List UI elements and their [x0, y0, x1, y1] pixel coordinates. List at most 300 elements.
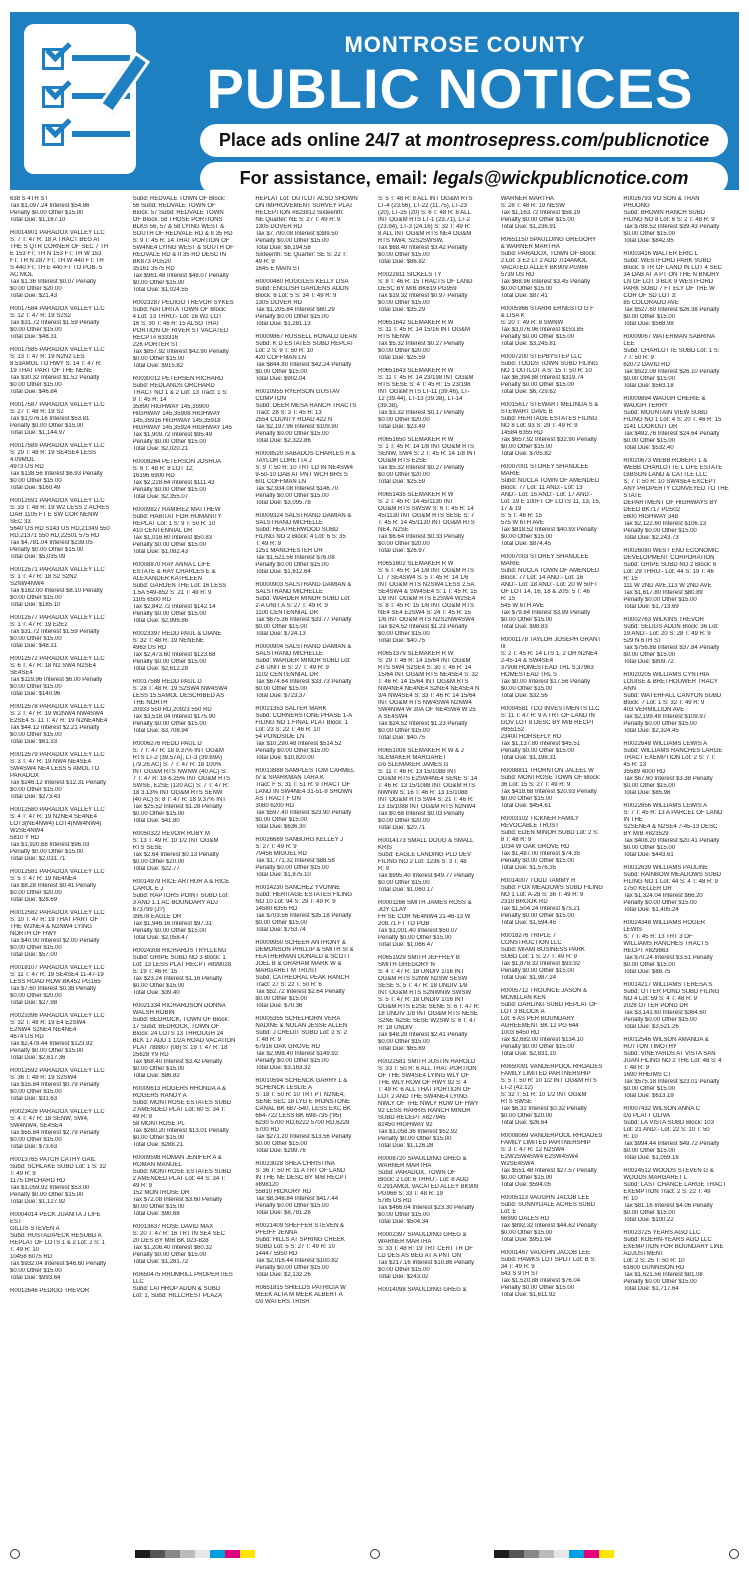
notice-line: 1175 ORCHARD RD: [10, 1178, 66, 1184]
notice-line: Subd: EAGLE LANDING PLD DEV: [378, 852, 472, 858]
notice-line: Tax $6.32 Interest $0.32 Penalty: [500, 1106, 587, 1112]
notice-line: Total Due: $1,126.28: [378, 1143, 434, 1149]
notice-line: Tract: F S: 31 T: 51 R: 9 TRACT OF: [255, 782, 351, 788]
notice-entry: [378, 492, 494, 555]
notice-entry: [501, 196, 617, 231]
notice-line: 2310 BROOK RD: [500, 899, 548, 905]
notice-line: R0012582 PARADOX VALLEY LLC: [10, 910, 105, 916]
notice-line: S: 12 T: 47 R: 19 S2S2: [10, 313, 71, 319]
notice-line: R0006276 REDD PAUL D: [132, 741, 202, 747]
color-swatch: [539, 1550, 554, 1558]
notice-line: Subd: NUCLA TOWN OF AMENDED: [500, 478, 600, 484]
notice-line: E2SE4 S: 11 T: 47 R: 19 N2NE4NE4: [10, 718, 108, 724]
notice-line: Total Due: $48.31: [10, 334, 58, 340]
notice-line: ESTATE & RAY CHARLES E &: [132, 569, 216, 575]
notice-entry: [10, 567, 126, 609]
notice-line: Tax $40.00 Interest $2.00 Penalty: [10, 938, 100, 944]
notice-line: 70456 MIGUEL RD: [255, 851, 307, 857]
notice-line: R0007200 STEPBYSTEP LLC: [500, 354, 582, 360]
notice-line: Subd: HAWKS LOT SPLIT Lot: B S:: [500, 1257, 596, 1263]
notice-line: Total Due: $2,355.07: [132, 494, 189, 500]
notice-line: S: 11 T: 45 R: 14 23/198 INT OG&M: [378, 375, 474, 381]
notice-line: 1100 CENTENNIAL DR: [255, 610, 319, 616]
notice-line: R0023287 PEDIGO TREVOR SYKES: [132, 300, 234, 306]
notice-line: ALEXANDER KATHLEEN: [132, 576, 202, 582]
notice-entry: [255, 279, 371, 328]
notice-line: Lot: 21 AND:- Lot: 22 S: 10 T: 50: [623, 1127, 710, 1133]
notice-line: LOT 3 BLOCK A: [500, 1009, 545, 1015]
notice-line: RTS SESE S: 4 T: 45 R: 15 23/198: [378, 382, 471, 388]
notice-line: MARIE: [500, 471, 520, 477]
notice-line: 1141 LOOKOUT DR: [623, 424, 678, 430]
notice-line: LD DES AS BEG AT A PNT ON: [378, 1253, 462, 1259]
notice-line: S: 8 T: 45 R: 15 1/8 INT OG&M RTS: [378, 603, 475, 609]
notice-line: Tax $260.20 Interest $13.01 Penalty: [132, 1128, 229, 1134]
notice-line: ROMAN MANUEL: [132, 1162, 182, 1168]
notice-line: 111 W 2ND AVE,113 W 2ND AVE: [623, 583, 712, 589]
notice-line: IN THE NE DESC BY M/B RECPT: [255, 1175, 348, 1181]
notice-line: 1105 6500 RD: [132, 597, 171, 603]
notice-line: R0009613 ROGERS RHONDA A &: [132, 1086, 227, 1092]
notice-line: $0.00 Other $20.00: [10, 890, 62, 896]
notice-line: R0020673 WEBB ROBERT L &: [623, 458, 708, 464]
notice-line: OG&M RTS E2SE SENE S: 6 T: 47 R:: [378, 1004, 480, 1010]
notice-line: 67916 OAK GROVE RD: [255, 1044, 321, 1050]
notice-line: S: 3 T: 47 R: 12 N2SW4: [500, 1147, 565, 1153]
notice-line: R0021334 RICHARDSON DONNA: [132, 1003, 226, 1009]
notice-line: 1305 DOVER RD: [255, 224, 303, 230]
notice-line: OG&M RTS E2SE: [378, 458, 427, 464]
color-swatch: [554, 1550, 569, 1558]
notice-entry: [255, 1016, 371, 1072]
notice-line: $0.00 Other $15.00: [623, 314, 676, 320]
notice-line: R0013637 ROSE DAVID MAX: [132, 1224, 214, 1230]
notice-entry: [501, 768, 617, 810]
notice-line: Total Due: $185.10: [10, 602, 61, 608]
notice-line: Total Due: $1,987.24: [500, 975, 557, 981]
notice-line: S2NW4NW4: [10, 581, 45, 587]
notice-line: Total Due: $61.33: [10, 739, 58, 745]
notice-line: RD,21371 550 RD,22501 575 RD: [10, 533, 100, 539]
notice-line: WILLIAMS RANCHES TRACTS: [623, 941, 709, 947]
notice-line: S: 6 T: 45 R: 14 1/8 INT OG&M RTS: [378, 568, 475, 574]
notice-line: Total Due: $993.64: [10, 1275, 61, 1281]
notice-line: SW4NE4 LYING WEST & SOUTH OF: [132, 245, 234, 251]
notice-line: S: 6 T: 48 R: 8 LOT 12;: [132, 466, 194, 472]
notice-line: Total Due: $20.71: [378, 825, 426, 831]
notice-line: $0.00 Other $15.00: [378, 631, 430, 637]
notice-line: NE4, N2SE: [378, 527, 409, 533]
notice-line: Lot: 1, Subd: HILLCREST PLAZA: [132, 1293, 222, 1299]
notice-line: Tax $5.32 Interest $0.27 Penalty: [378, 341, 465, 347]
notice-entry: [501, 1133, 617, 1189]
notice-entry: [10, 230, 126, 300]
notice-line: Tax $1,206.40 Interest $60.32: [132, 1245, 213, 1251]
notice-entry: [378, 196, 494, 266]
notice-line: Tax $408.20 Interest $20.41 Penalty: [623, 838, 720, 844]
notice-line: Penalty $0.00 Other $15.00: [132, 928, 207, 934]
notice-line: Total Due: $40.75: [378, 735, 426, 741]
notice-line: Tax $2,122.60 Interest $106.13: [623, 521, 707, 527]
notice-line: Penalty $0.00 Other $15.00: [623, 721, 697, 727]
notice-line: $0.00 Other $15.00: [378, 1039, 430, 1045]
notice-line: S: 27 T: 48 R: 19 S2: [10, 409, 64, 415]
notice-line: Total Due: $87.41: [500, 293, 548, 299]
notice-line: BLK 17 ADD 1 1/2A ROAD VACATION: [132, 1038, 236, 1044]
notice-line: LESS ROAD ROW BK452 PG165: [10, 979, 101, 985]
notice-line: $0.00 Other $20.00: [378, 818, 430, 824]
notice-line: R0030012 PETERSEN RICHARD: [132, 376, 224, 382]
notice-line: 34 T: 49 R: 9: [500, 1264, 535, 1270]
notice-line: S: 28 T: 48 R: 19 S2SW4 NW4SW4: [132, 686, 228, 692]
notice-line: Lot: E: [500, 1209, 517, 1215]
notice-line: Penalty $0.00 Other $15.00: [255, 1058, 329, 1064]
notice-line: R0023396 PARADOX VALLEY LLC: [10, 1013, 105, 1019]
notice-line: R0012571 PARADOX VALLEY LLC: [10, 567, 105, 573]
header-banner: [10, 12, 739, 190]
notice-entry: [133, 1272, 249, 1300]
notice-entry: [10, 1013, 126, 1062]
notice-entry: [133, 562, 249, 625]
notice-line: Tax $2,998.40 Interest $149.92: [255, 1051, 339, 1057]
notice-line: Tax $2,197.96 Interest $109.90: [255, 424, 339, 430]
notice-line: 226 PORTER ST: [132, 342, 179, 348]
notice-line: 1034 W OAK GROVE RD: [500, 844, 570, 850]
notice-line: R0002763 WILKINS TREVOR: [623, 617, 704, 623]
notice-line: 543 S 9TH ST: [500, 1271, 539, 1277]
notice-entry: [10, 965, 126, 1007]
notice-entry: [501, 354, 617, 396]
notice-entry: [133, 1003, 249, 1080]
notice-line: Total Due: $32.56: [500, 693, 548, 699]
notice-line: 1305 DOVER RD: [255, 300, 303, 306]
notice-line: $0.00 Other $15.00: [623, 376, 676, 382]
notice-line: Total Due: $2,999.86: [132, 618, 189, 624]
notice-entry: [133, 1224, 249, 1266]
notice-line: R0026689 SANBURG KELLEY J: [255, 837, 344, 843]
notice-line: Total Due: $8,194.58: [255, 245, 311, 251]
notice-line: SCHENCK LESLIE A: [255, 1085, 313, 1091]
notice-line: Total Due: $160.49: [10, 485, 61, 491]
notice-line: CANAL BK 687-540, LESS EXC BK: [255, 1106, 351, 1112]
notice-line: Tax $55.84 Interest $2.79 Penalty: [10, 1130, 100, 1136]
notice-line: Total Due: $1,066.47: [378, 942, 434, 948]
notice-line: MARIE: [500, 561, 520, 567]
notice-line: Total Due: $443.61: [623, 852, 674, 858]
notice-line: R0004014 PECK JUANITA J LIFE: [10, 1212, 101, 1218]
notice-line: Total Due: $243.02: [378, 1274, 429, 1280]
notice-line: T: 49 R: 10: [10, 1247, 40, 1253]
notice-line: Tax $1.36 Interest $0.07 Penalty: [10, 279, 97, 285]
notice-line: Tax $1,137.80 Interest $45.51: [500, 741, 581, 747]
notice-line: 1/8 INT OG&M RTS E2SW4 W2SE4: [378, 596, 476, 602]
notice-line: R0012578 PARADOX VALLEY LLC: [10, 704, 105, 710]
notice-line: #898120: [255, 1182, 279, 1188]
notice-line: Total Due: $25.59: [378, 479, 426, 485]
notice-entry: [501, 306, 617, 348]
notice-line: S: 19 T: 46 R: 15: [132, 969, 178, 975]
notice-line: Tax $1,076.16 Interest $53.81: [10, 416, 90, 422]
notice-line: R0009867 RUSSELL RONALD DEAN: [255, 334, 357, 340]
notice-line: Tax $961.48 Interest $48.07 Penalty: [132, 273, 229, 279]
notice-line: FT; TH N 287 FT; TH W 440 FT; TH: [10, 258, 104, 264]
notice-line: SENW, SW4 S: 2 T: 45 R: 14 1/8 INT: [378, 451, 477, 457]
notice-line: T: 46 R: 14 15/64 INT OG&M RTS: [378, 679, 469, 685]
notice-line: R0008069 VANDERPOOL RHOADES: [500, 1133, 603, 1139]
notice-line: R: 15: [623, 576, 638, 582]
notice-line: Tax $1,520.88 Interest $76.04: [500, 1278, 581, 1284]
notice-line: SE4SE4: [10, 670, 33, 676]
notice-line: EST: [10, 1219, 22, 1225]
notice-line: S: 7 T: 47 R: 18 A TRACT BEG AT: [10, 237, 101, 243]
color-swatch: [180, 1550, 195, 1558]
notice-line: 2 Lot: 3 E2 LT 2 ADD .014AMOL: [500, 258, 588, 264]
notice-line: 2 AMENDED PLAT Lot: 44 S: 34 T:: [132, 1176, 226, 1182]
notice-line: S: 7 T: 45 R: 13 TRT 3 OF: [623, 934, 693, 940]
notice-line: REPLAT Lot: OUTLOT ALSO SHOWN: [255, 196, 358, 202]
notice-line: 17 & 19: [500, 506, 522, 512]
notice-line: S: 5 T: 47 R: 19 NE4NE4: [10, 876, 77, 882]
notice-entry: [501, 402, 617, 458]
notice-line: Total Due: $842.95: [623, 238, 674, 244]
notice-line: SUBD Lot: 5 S: 27 T: 49 R: 10: [255, 1244, 335, 1250]
notice-line: 54 PONDSIDE LN: [255, 734, 305, 740]
notice-line: 7 T: 47 R: 18 6.25% INT OG&M RTS: [132, 776, 231, 782]
notice-line: S: 7 T: 45 R: 13 A PARCEL OF LAND: [623, 810, 723, 816]
notice-line: Subd: BEDROCK, TOWN OF Block:: [132, 1017, 230, 1023]
notice-line: R0014098 SPAULDING GREG &: [378, 1287, 467, 1293]
notice-line: W2SE4SW4: [500, 1161, 535, 1167]
notice-line: Total Due: $26.97: [378, 548, 426, 554]
notice-line: 0.291AMOL VACATED ALLEY BK909: [378, 1184, 479, 1190]
notice-line: PHUONG: [623, 203, 650, 209]
notice-entry: [501, 816, 617, 872]
notice-line: R0009827 RAMIREZ MATTHEW: [132, 507, 221, 513]
notice-line: 1.5A 549-852 S: 21 T: 49 R: 9: [132, 590, 212, 596]
notice-line: Total Due: $1,594.45: [500, 920, 557, 926]
notice-line: TRACT EXEMPTION Lot: 2 S: 7 T:: [623, 755, 716, 761]
notice-entry: [133, 459, 249, 501]
notice-line: Total Due: $1,198.31: [500, 755, 557, 761]
notice-line: Tax $1,205.84 Interest $60.29: [255, 307, 335, 313]
notice-line: TRACT NO 1 & 2 Lot: 13 Tract: 1 S:: [132, 390, 228, 396]
notice-line: Tax $844.80 Interest $42.24 Penalty: [255, 362, 352, 368]
notice-line: S: 1 T: 45 R: 14 1/8 INT OG&M RTS: [378, 444, 475, 450]
notice-line: Tax $788.52 Interest $39.43 Penalty: [623, 224, 720, 230]
notice-line: Total Due: $951.94: [500, 1237, 552, 1243]
notice-line: Total Due: $3,245.81: [500, 341, 557, 347]
notice-entry: [133, 879, 249, 942]
notice-line: Tax $2.64 Interest $0.13 Penalty: [132, 852, 219, 858]
notice-entry: [255, 451, 371, 507]
notice-line: Penalty $0.00 Other $15.00: [500, 334, 575, 340]
notice-line: S: 20 T: 49 R: 8 SWNW: [500, 320, 564, 326]
notice-entry: [623, 196, 739, 245]
notice-line: $0.00 Other $15.00: [132, 811, 185, 817]
notice-entry: [133, 741, 249, 825]
notice-line: Subd: NATURITA TOWN OF Block:: [132, 307, 227, 313]
notice-line: S: 32 T: 51 R: 10 1/2 INT OG&M: [500, 1092, 587, 1098]
notice-line: S: 33 T: 50 R: 6 ALL THAT PORTION: [378, 1066, 477, 1072]
notice-line: III: [500, 644, 506, 650]
color-swatch: [195, 1550, 210, 1558]
notice-entry: [133, 1155, 249, 1218]
notice-entry: [378, 368, 494, 431]
notice-line: R0026080 WEST END ECONOMIC: [623, 548, 719, 554]
notice-line: R0001467 VAUGHN JACOB LEE: [500, 1250, 590, 1256]
notice-line: R0017585 PARADOX VALLEY LLC: [10, 347, 105, 353]
notice-line: ANN: [623, 686, 637, 692]
notice-line: 34 DAB AT A PT ON THE N BNDRY: [623, 272, 720, 278]
notice-line: Subd: SCHLAKE SUBD Lot: 1 S: 32: [10, 1164, 107, 1170]
notice-line: Total Due: $568.98: [623, 321, 674, 327]
notice-line: $0.00 Other $15.00: [10, 945, 62, 951]
notice-line: Total Due: $31.63: [10, 1096, 58, 1102]
notice-line: $0.00 Other $20.00: [378, 541, 430, 547]
notice-line: AC MOL: [10, 272, 34, 278]
notice-line: Tax $2,478.44 Interest $123.92: [10, 1041, 93, 1047]
notice-line: Total Due: $21.43: [10, 293, 58, 299]
notice-line: Total Due: $90.68: [132, 1211, 180, 1217]
notice-line: 208.71 FT TO POB: [378, 921, 430, 927]
notice-line: 9-50-10 DAB AT PNT WCH BRS S: [255, 472, 348, 478]
notice-line: R0014007 TODD TAMMY R: [500, 878, 576, 884]
notice-line: SESE S: 5 T: 47 R: 18 UNDIV 1/8: [378, 983, 468, 989]
notice-line: Total Due: $504.34: [378, 1219, 429, 1225]
notice-line: Penalty $0.00 Other $15.00: [255, 748, 329, 754]
notice-line: R0017589 PARADOX VALLEY LLC: [10, 443, 105, 449]
notice-line: (23.94), LT-3 (24.16) S: 32 T: 49 R:: [378, 224, 471, 230]
notice-line: R0050322 REVOIR RUBY M: [132, 831, 210, 837]
notice-line: Total Due: $27.98: [10, 1000, 58, 1006]
notice-line: W2SE4NW4: [10, 828, 44, 834]
notice-line: Tax $1,016.60 Interest $50.83: [132, 535, 213, 541]
notice-line: 35161 3575 RD: [132, 266, 175, 272]
notice-line: RTS LT-2 (39.57A), LT-3 (39.69A): [132, 755, 223, 761]
notice-line: Penalty $0.00 Other $15.00: [255, 238, 329, 244]
notice-line: S: 1 T: 47 R: 18 S2 S2N2: [10, 574, 77, 580]
notice-line: Total Due: $26.64: [500, 1120, 548, 1126]
notice-line: WARNER MARTHA: [378, 1163, 432, 1169]
notice-column: [255, 196, 371, 1542]
notice-line: NE4 SE4 E2SW4 S: 24 T: 45 R: 15: [378, 610, 471, 616]
notice-line: R: 10: [623, 1134, 638, 1140]
notice-line: $0.00 Other $20.00: [378, 472, 430, 478]
notice-line: Total Due: $10,820.00: [255, 755, 315, 761]
notice-line: (39.38),: [378, 403, 399, 409]
notice-line: JUAN FILING NO 2 THE Lot: 48 S: 4: [623, 1058, 722, 1064]
notice-line: Tax $657.92 Interest $32.90 Penalty: [500, 437, 597, 443]
notice-line: 39678 EAGLE DR: [132, 914, 182, 920]
notice-line: NWNW S: 16 T: 46 R: 13 15/1088: [378, 790, 468, 796]
notice-line: 61600 GUNNISON RD: [623, 1265, 685, 1271]
notice-line: Tax $68.96 Interest $3.45 Penalty: [500, 279, 591, 285]
notice-line: Total Due: $1,875.10: [255, 872, 311, 878]
notice-line: Tax $72.08 Interest $3.60 Penalty: [132, 1197, 223, 1203]
notice-line: (40 AC) S: 8 T: 47 R: 18 9.37% INT: [132, 797, 226, 803]
notice-line: Total Due: $22.77: [132, 866, 180, 872]
notice-line: SWSE, E2SE (120 AC) S: 7 T: 47 R:: [132, 783, 229, 789]
notice-line: RECPT #829863: [623, 948, 669, 954]
notice-line: S: 20 T: 47 R: 16 TRT IN SE4 SEC: [132, 1231, 225, 1237]
color-swatch: [509, 1550, 524, 1558]
notice-line: OF LOT 14, 16, 18 & 20S: 5 T: 46: [500, 589, 590, 595]
notice-line: SOUTH OF REDVALE RD & II 35 RD: [132, 231, 233, 237]
notice-line: R0651602 SLEMAKER R W: [378, 561, 454, 567]
notice-entry: [378, 838, 494, 894]
notice-line: Total Due: $1,082.43: [132, 549, 189, 555]
notice-line: R0021409 SHEFFER STEVEN &: [255, 1223, 345, 1229]
notice-line: $0.00 Other $15.00: [10, 636, 62, 642]
notice-line: Tract: 28 S: 3 T: 45 R: 13: [255, 410, 322, 416]
notice-line: FILING NO 2 Lot: 1236 S: 3 T: 48: [378, 859, 467, 865]
notice-line: SALSTRAND MICHELLE: [255, 589, 324, 595]
ad-info-link[interactable]: montrosepress.com/publicnotice: [426, 130, 710, 150]
notice-line: Total Due: $454.61: [500, 803, 552, 809]
notice-line: S: 6 T: 47 R: 18 N2 SW4 N2SE4: [10, 663, 96, 669]
notice-line: S: 27 T: 49 R: 9: [255, 844, 297, 850]
notice-line: 664-722 LESS BK 698-735 ('95): [255, 1113, 342, 1119]
notice-line: R0008811 THORNTON JALEEL W: [500, 768, 594, 774]
notice-line: Tax $7,790.08 Interest $389.50: [255, 231, 339, 237]
notice-line: R0650091 VANDERPOOL RHOADES: [500, 1064, 603, 1070]
notice-line: S: 2 T: 47 R: 19 W2NW4 NW4SW4: [10, 711, 104, 717]
notice-line: Tax $2,842.72 Interest $142.14: [132, 604, 216, 610]
notice-line: AND:- Lot: 15 AND:- Lot: 17 AND:-: [500, 492, 593, 498]
notice-line: Total Due: $299.76: [255, 1148, 306, 1154]
ad-info-pill: [200, 124, 728, 157]
notice-line: Total Due: $723.37: [255, 693, 306, 699]
notice-line: 1690 RHEIMS CT: [623, 1072, 672, 1078]
assistance-email-link[interactable]: legals@wickpublicnotice.com: [432, 168, 689, 188]
notice-line: LT-4 (23.56), LT-22 (11.75), LT-23: [378, 203, 467, 209]
notice-entry: [501, 933, 617, 982]
notice-line: R0012579 PARADOX VALLEY LLC: [10, 752, 105, 758]
notice-line: PLAT 788807 (08) S: 19 T: 47 R: 18: [132, 1045, 228, 1051]
notice-line: R0022811 SICKELS TY: [378, 272, 442, 278]
notice-line: Tax $79.84 Interest $3.99 Penalty: [500, 610, 591, 616]
notice-line: VACATED ALLEY BK909 PG966: [500, 265, 589, 271]
notice-line: T: 48 R: 9: [623, 1065, 650, 1071]
notice-line: Subd: MIAMI BUSINESS PARK: [500, 947, 585, 953]
notice-line: R0651929 SMITH JEFFREY B: [378, 955, 460, 961]
notice-line: Tax $8,348.84 Interest $417.44: [255, 1196, 339, 1202]
notice-line: Total Due: $724.13: [255, 631, 306, 637]
notice-line: Total Due: $273.43: [10, 794, 61, 800]
notice-entry: [623, 982, 739, 1031]
notice-line: R0023028 SHEA CHRISTINA: [255, 1161, 335, 1167]
notice-entry: [623, 741, 739, 797]
notice-line: ROGERS RANDY A: [132, 1093, 187, 1099]
notice-entry: [255, 940, 371, 1010]
notice-line: Tax $246.12 Interest $12.31 Penalty: [10, 780, 107, 786]
notice-line: THE S QTR CORNER OF SEC 7 TH: [10, 244, 109, 250]
notice-line: Tax $119.96 Interest $6.00 Penalty: [10, 677, 103, 683]
notice-line: $0.00 Other $20.00: [132, 859, 185, 865]
color-swatch: [524, 1550, 539, 1558]
notice-line: Subd: CATHEDRAL PEAK RANCH: [255, 975, 350, 981]
notice-line: S: 32 T: 48 R: 19 E4 E2SW4: [10, 1020, 86, 1026]
notice-line: Total Due: $41.80: [132, 818, 180, 824]
notice-line: Tax $1,920.68 Interest $96.03: [10, 842, 90, 848]
notice-line: $0.00 Other $15.00: [255, 624, 308, 630]
notice-line: Tax $271.20 Interest $13.56 Penalty: [255, 1134, 352, 1140]
notice-line: Total Due: $2,058.47: [132, 935, 189, 941]
notice-line: Tax $3.32 Interest $0.17 Penalty: [378, 410, 465, 416]
notice-line: LOT 2 AND THE SW4NE4 LYING: [378, 1094, 468, 1100]
notice-line: 20 DES BY M/B BK 923-828: [132, 1238, 209, 1244]
notice-line: $0.00 Other $15.00: [10, 382, 62, 388]
